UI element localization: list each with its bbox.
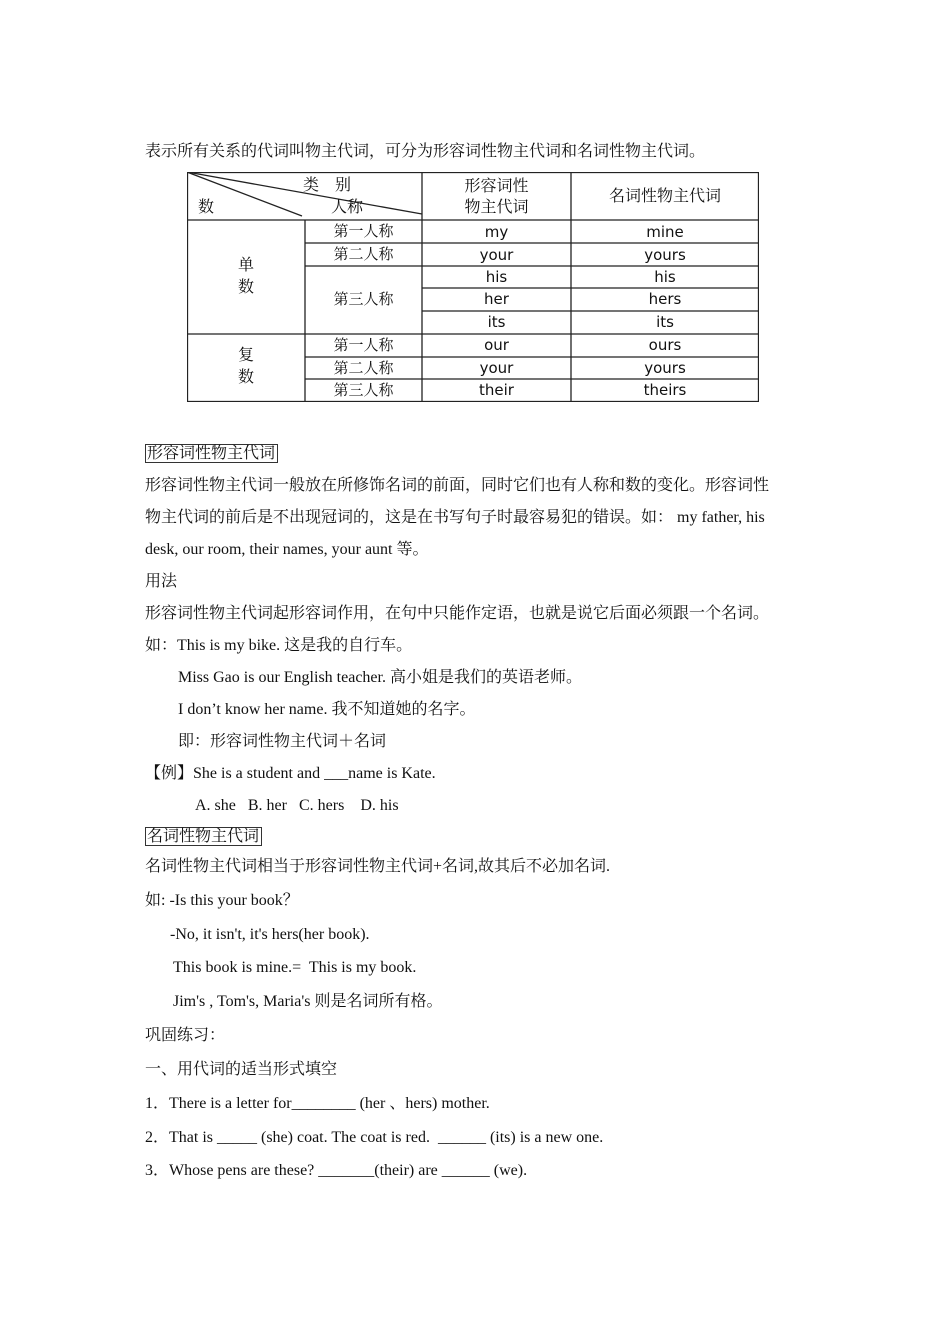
sg-adj-4: her <box>484 290 509 308</box>
adj-example-3: I don’t know her name. 我不知道她的名字。 <box>178 701 476 718</box>
plural-label-2: 数 <box>237 367 254 386</box>
practice-title: 巩固练习： <box>145 1027 226 1044</box>
usage-heading: 用法 <box>145 573 178 590</box>
pl-noun-3: theirs <box>643 381 687 399</box>
practice-question-3: 3．Whose pens are these? _______(their) are ______ (we). <box>145 1162 528 1179</box>
section-noun-title: 名词性物主代词 <box>145 827 262 846</box>
person-second-singular: 第二人称 <box>333 245 394 263</box>
section-adj-heading <box>145 444 278 464</box>
intro-text: 表示所有关系的代词叫物主代词，可分为形容词性物主代词和名词性物主代词。 <box>145 143 706 160</box>
section-adj-para-3: desk, our room, their names, your aunt 等。 <box>145 541 429 558</box>
sg-noun-2: yours <box>644 246 686 264</box>
noun-example-4: Jim's , Tom's, Maria's 则是名词所有格。 <box>173 993 443 1010</box>
header-noun: 名词性物主代词 <box>608 186 721 205</box>
noun-example-2: -No, it isn't, it's hers(her book). <box>170 926 370 943</box>
practice-subtitle: 一、用代词的适当形式填空 <box>145 1061 338 1078</box>
header-adj-line2: 物主代词 <box>464 197 529 216</box>
sg-noun-1: mine <box>646 223 684 241</box>
sg-adj-2: your <box>479 246 514 264</box>
example-options: A. she B. her C. hers D. his <box>195 797 399 814</box>
section-noun-para: 名词性物主代词相当于形容词性物主代词+名词,故其后不必加名词. <box>145 858 611 875</box>
example-question: 【例】She is a student and ___name is Kate. <box>145 765 436 782</box>
adj-example-2: Miss Gao is our English teacher. 高小姐是我们的英语老师。 <box>178 669 582 686</box>
adj-formula: 即：形容词性物主代词＋名词 <box>178 733 387 750</box>
sg-noun-3: his <box>654 268 676 286</box>
pl-adj-1: our <box>484 336 509 354</box>
person-second-plural: 第二人称 <box>333 359 394 377</box>
practice-question-2: 2．That is _____ (she) coat. The coat is red. ______ (its) is a new one. <box>145 1129 604 1146</box>
section-adj-para-1: 形容词性物主代词一般放在所修饰名词的前面，同时它们也有人称和数的变化。形容词性 <box>145 477 770 494</box>
section-adj-para-2: 物主代词的前后是不出现冠词的，这是在书写句子时最容易犯的错误。如： my father, his <box>145 509 765 526</box>
section-adj-title: 形容词性物主代词 <box>145 444 278 463</box>
person-third-plural: 第三人称 <box>333 381 394 399</box>
section-noun-heading <box>145 827 262 847</box>
sg-noun-5: its <box>656 313 674 331</box>
pl-noun-1: ours <box>648 336 682 354</box>
pl-adj-2: your <box>479 359 514 377</box>
noun-example-3: This book is mine.= This is my book. <box>173 959 417 976</box>
pl-adj-3: their <box>479 381 514 399</box>
header-category: 类 别 <box>302 175 351 194</box>
singular-label-1: 单 <box>237 255 254 274</box>
header-number: 数 <box>197 197 214 216</box>
header-person: 人称 <box>330 197 363 216</box>
person-first-singular: 第一人称 <box>333 222 394 240</box>
person-first-plural: 第一人称 <box>333 336 394 354</box>
sg-noun-4: hers <box>648 290 682 308</box>
practice-question-1: 1．There is a letter for________ (her 、hers) mother. <box>145 1095 490 1112</box>
noun-example-1: 如: -Is this your book？ <box>145 892 299 909</box>
possessive-pronoun-table <box>187 172 759 402</box>
usage-text: 形容词性物主代词起形容词作用，在句中只能作定语，也就是说它后面必须跟一个名词。 <box>145 605 770 622</box>
plural-label-1: 复 <box>237 345 254 364</box>
pl-noun-2: yours <box>644 359 686 377</box>
header-adj-line1: 形容词性 <box>464 176 529 195</box>
singular-label-2: 数 <box>237 277 254 296</box>
adj-example-1: 如：This is my bike. 这是我的自行车。 <box>145 637 413 654</box>
person-third-singular: 第三人称 <box>333 290 394 308</box>
sg-adj-5: its <box>487 313 506 331</box>
sg-adj-1: my <box>484 223 509 241</box>
sg-adj-3: his <box>485 268 508 286</box>
